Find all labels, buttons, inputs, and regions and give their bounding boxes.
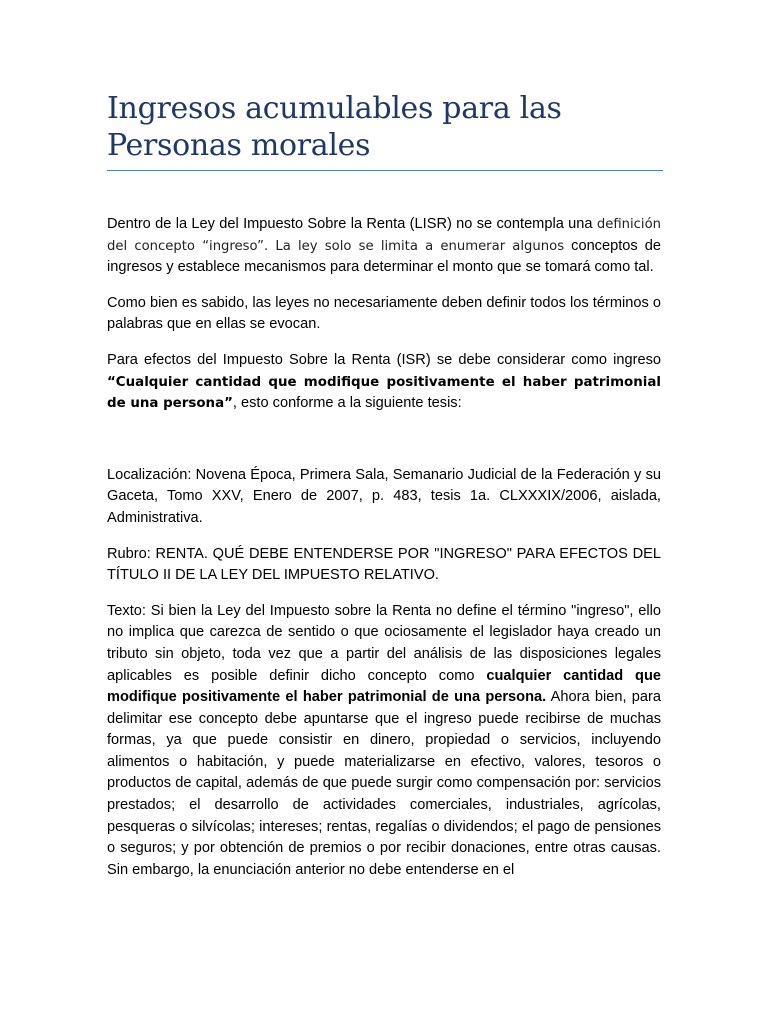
- paragraph-texto: [107, 601, 661, 882]
- paragraph-spacer: [107, 429, 661, 465]
- title-underline: [107, 170, 663, 171]
- document-body: [107, 214, 661, 895]
- paragraph-definition-tail: , esto conforme a la siguiente tesis:: [232, 395, 462, 412]
- page-title: [107, 90, 661, 164]
- paragraph-laws: Como bien es sabido, las leyes no necesariamente deben definir todos los términos o palabras que en ellas se evocan.: [107, 294, 661, 333]
- paragraph-definition-lead: Para efectos del Impuesto Sobre la Renta (ISR) se debe considerar como ingreso: [107, 351, 661, 368]
- paragraph-texto-lead: Texto: Si bien la Ley del Impuesto sobre la Renta no define el término "ingreso", ello no implica que carezca de sentido o que ociosamente el legislador haya creado un tributo sin objeto, toda vez que a partir del análisis de las disposiciones legales aplicables es posible definir dicho concepto como: [107, 602, 661, 684]
- paragraph-intro-line-1: Dentro de la Ley del Impuesto Sobre la Renta (LISR) no se contempla una: [107, 216, 593, 232]
- title-line-1: Ingresos acumulables para las: [107, 91, 562, 126]
- paragraph-intro: [107, 214, 661, 279]
- paragraph-texto-tail: Ahora bien, para delimitar ese concepto debe apuntarse que el ingreso puede recibirse de muchas formas, ya que puede consistir en dinero, propiedad o servicios, incluyendo alimentos o habitación, y puede materializarse en efectivo, valores, tesoros o productos de capital, además de que puede surgir como compensación por: servicios prestados; el desarrollo de actividades comerciales, industriales, agrícolas, pesqueras o silvícolas; intereses; rentas, regalías o dividendos; el pago de pensiones o seguros; y por obtención de premios o por recibir donaciones, entre otras causas. Sin embargo, la enunciación anterior no debe entenderse en el: [107, 689, 661, 878]
- paragraph-definition: [107, 350, 661, 415]
- title-line-2: Personas morales: [107, 128, 371, 163]
- paragraph-intro-line-3: conceptos de ingresos y establece mecanismos para determinar el monto que se tomará como tal.: [107, 237, 661, 276]
- paragraph-localizacion: Localización: Novena Época, Primera Sala, Semanario Judicial de la Federación y su Gaceta, Tomo XXV, Enero de 2007, p. 483, tesis 1a. CLXXXIX/2006, aislada, Administrativa.: [107, 466, 661, 526]
- paragraph-definition-quote: “Cualquier cantidad que modifique positivamente el haber patrimonial de una persona”: [107, 374, 661, 412]
- paragraph-texto-bold: cualquier cantidad que modifique positivamente el haber patrimonial de una persona.: [107, 667, 661, 706]
- paragraph-intro-line-2: definición del concepto “ingreso”. La ley solo se limita a enumerar algunos: [107, 217, 661, 254]
- paragraph-rubro: Rubro: RENTA. QUÉ DEBE ENTENDERSE POR "INGRESO" PARA EFECTOS DEL TÍTULO II DE LA LEY DEL IMPUESTO RELATIVO.: [107, 545, 661, 584]
